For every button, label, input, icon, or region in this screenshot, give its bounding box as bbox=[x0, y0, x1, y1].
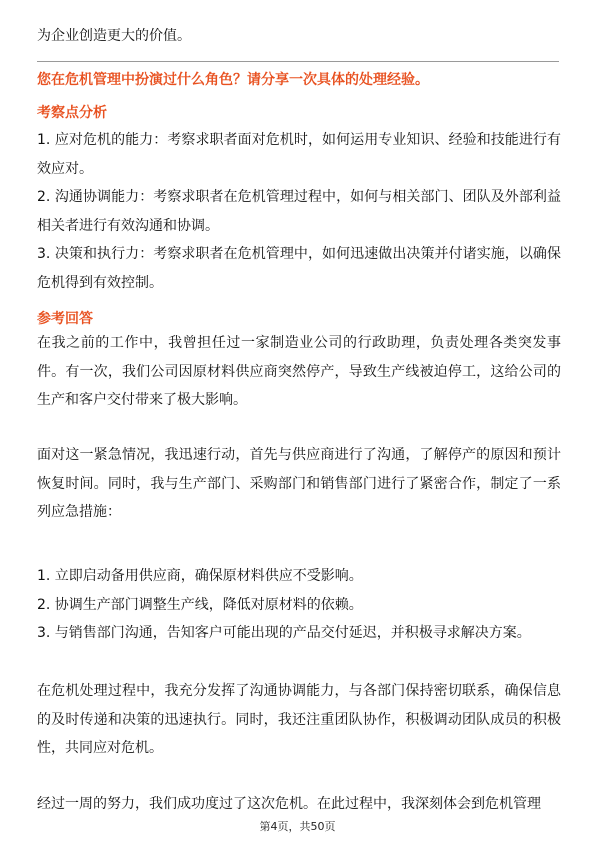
measure-item: 2. 协调生产部门调整生产线，降低对原材料的依赖。 bbox=[37, 596, 363, 613]
measure-item: 3. 与销售部门沟通，告知客户可能出现的产品交付延迟，并积极寻求解决方案。 bbox=[37, 625, 531, 641]
measures-list bbox=[37, 562, 561, 648]
analysis-list bbox=[37, 126, 561, 297]
analysis-heading: 考察点分析 bbox=[37, 105, 107, 121]
reference-answer-heading: 参考回答 bbox=[37, 311, 93, 327]
answer-paragraph: 在危机处理过程中，我充分发挥了沟通协调能力，与各部门保持密切联系，确保信息的及时传递和决策的迅速执行。同时，我还注重团队协作，积极调动团队成员的积极性，共同应对危机。 bbox=[37, 683, 561, 756]
answer-paragraph: 在我之前的工作中，我曾担任过一家制造业公司的行政助理，负责处理各类突发事件。有一次，我们公司因原材料供应商突然停产，导致生产线被迫停工，这给公司的生产和客户交付带来了极大影响。 bbox=[37, 335, 561, 408]
page-number: 第4页，共50页 bbox=[259, 820, 336, 833]
answer-paragraph: 面对这一紧急情况，我迅速行动，首先与供应商进行了沟通，了解停产的原因和预计恢复时间。同时，我与生产部门、采购部门和销售部门进行了紧密合作，制定了一系列应急措施： bbox=[37, 447, 561, 520]
section-divider bbox=[37, 61, 559, 62]
answer-paragraph: 经过一周的努力，我们成功度过了这次危机。在此过程中，我深刻体会到危机管理 bbox=[37, 796, 541, 812]
analysis-item: 3. 决策和执行力：考察求职者在危机管理中，如何迅速做出决策并付诸实施，以确保危机得到有效控制。 bbox=[37, 246, 561, 291]
continued-text: 为企业创造更大的价值。 bbox=[37, 28, 191, 44]
interview-question: 您在危机管理中扮演过什么角色？请分享一次具体的处理经验。 bbox=[37, 72, 429, 88]
analysis-item: 2. 沟通协调能力：考察求职者在危机管理过程中，如何与相关部门、团队及外部利益相关者进行有效沟通和协调。 bbox=[37, 189, 561, 234]
analysis-item: 1. 应对危机的能力：考察求职者面对危机时，如何运用专业知识、经验和技能进行有效应对。 bbox=[37, 132, 561, 177]
measure-item: 1. 立即启动备用供应商，确保原材料供应不受影响。 bbox=[37, 568, 363, 584]
